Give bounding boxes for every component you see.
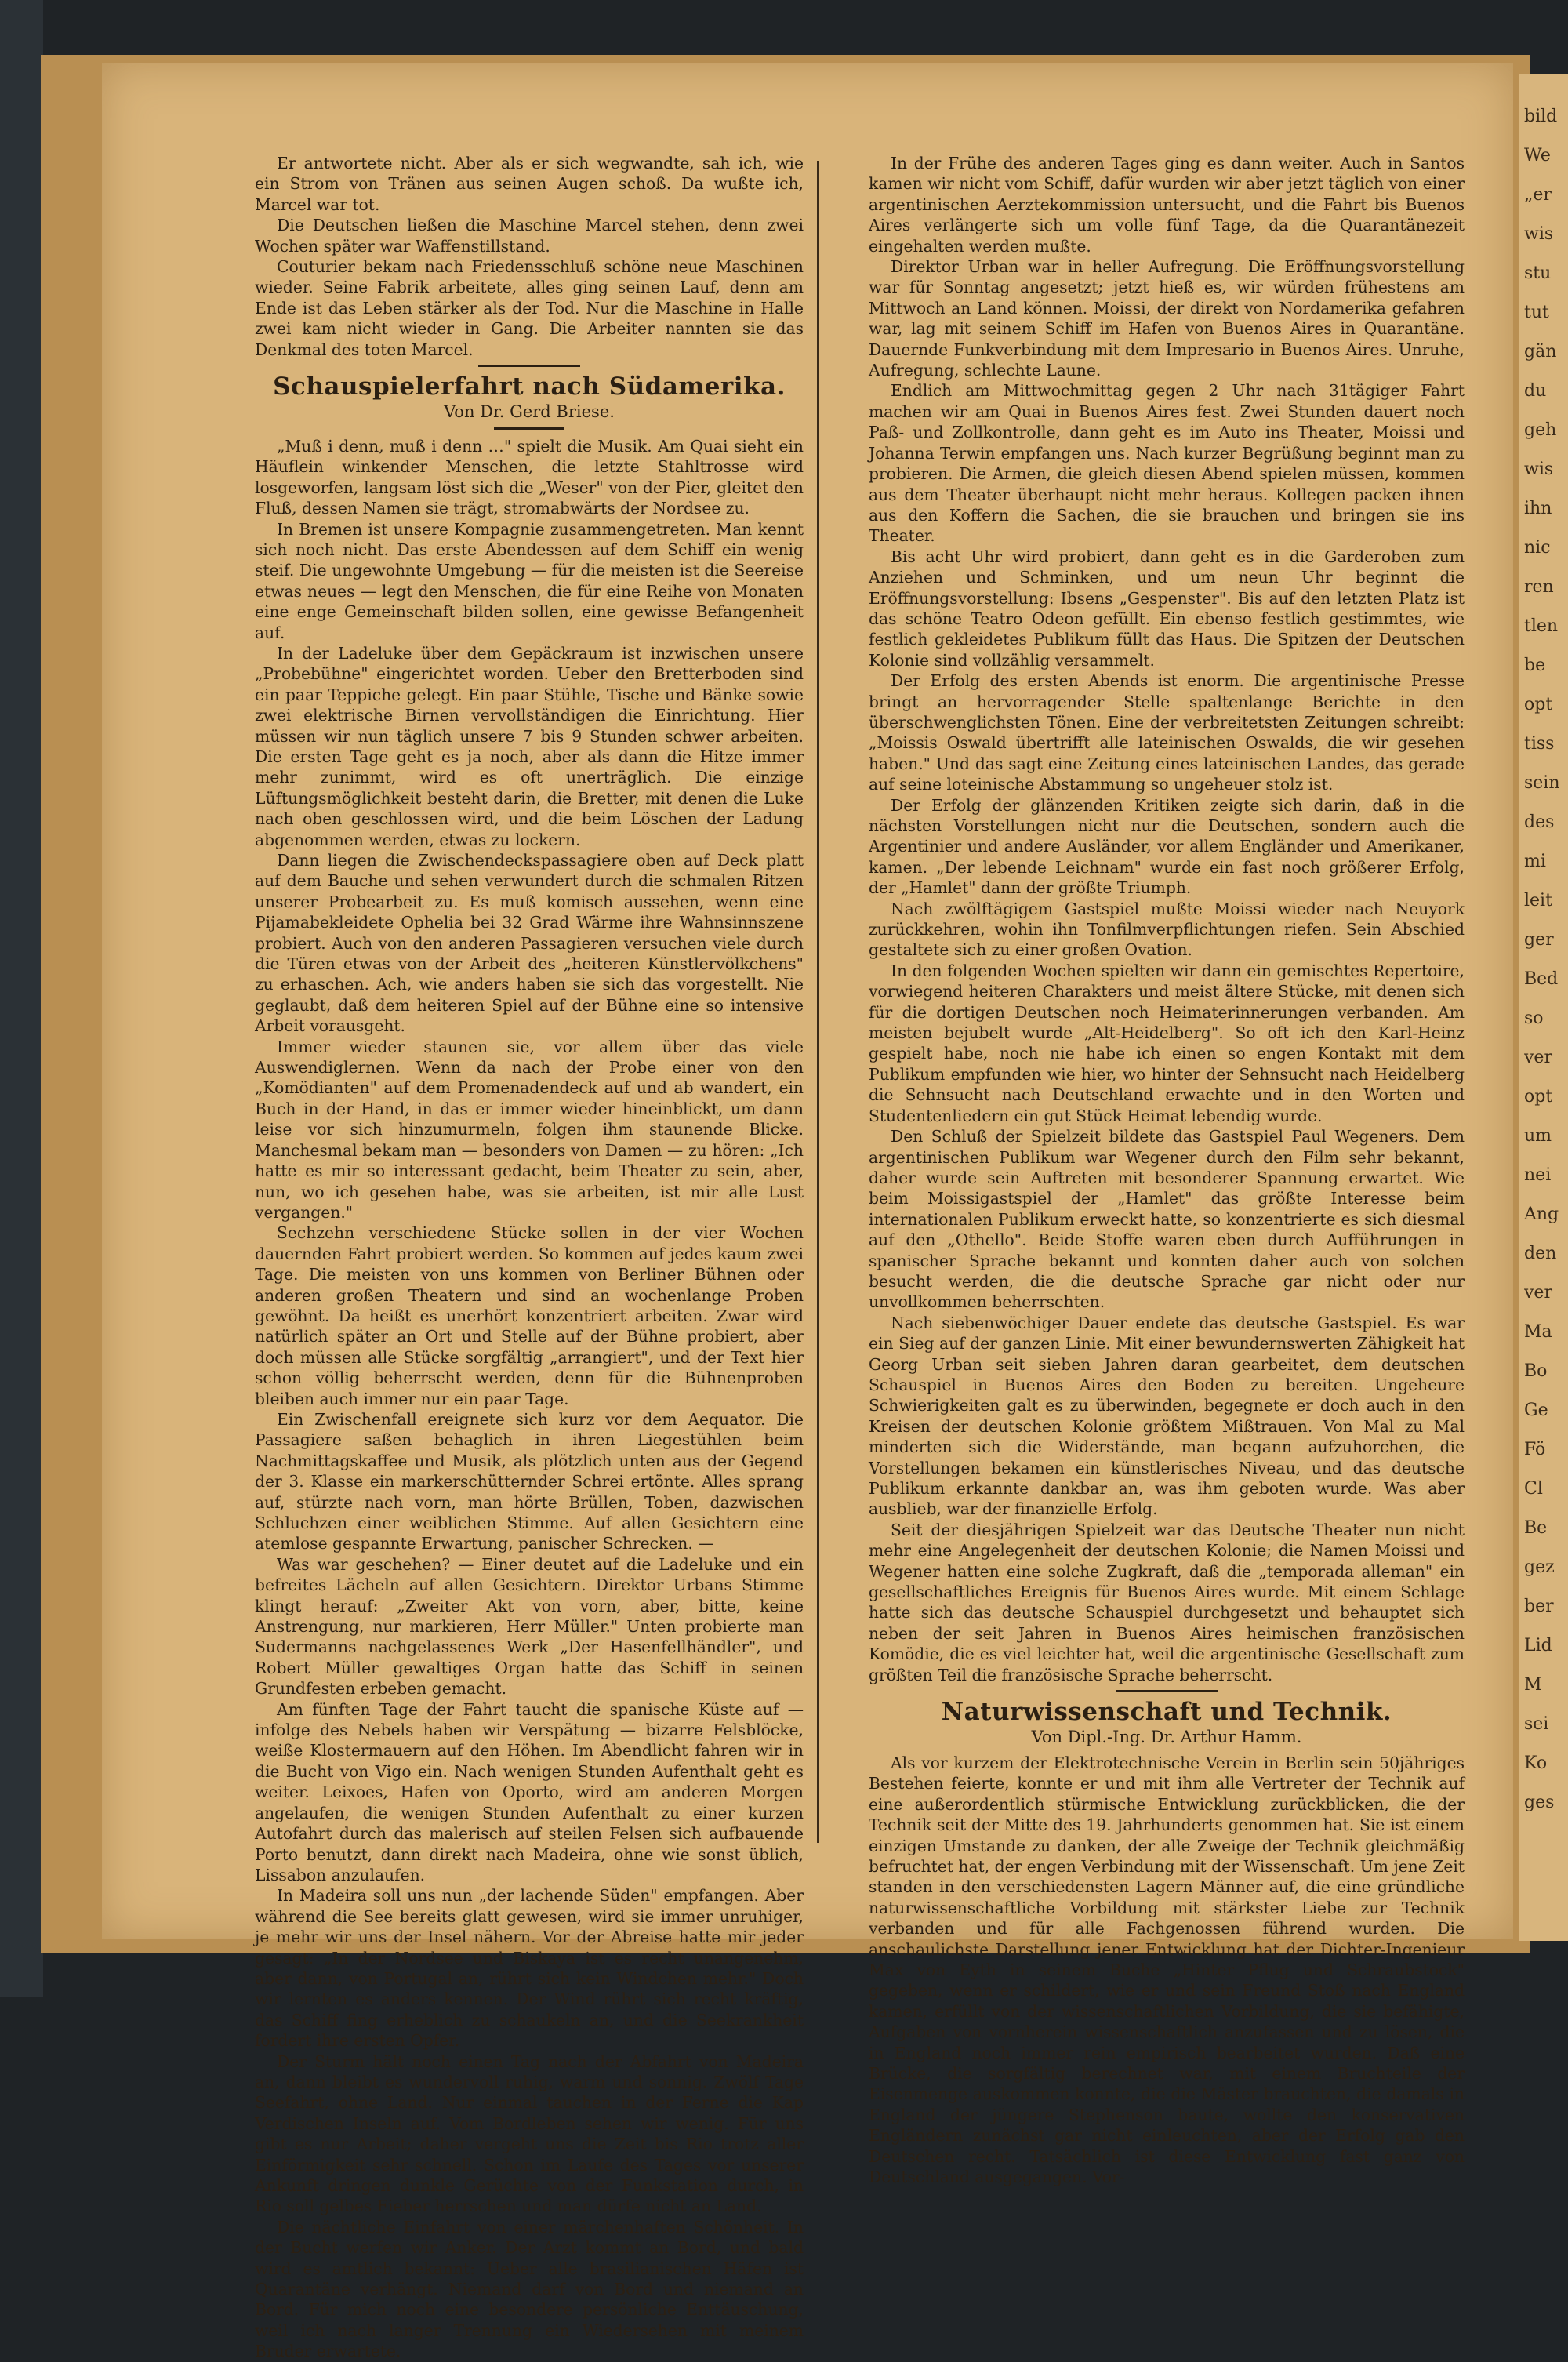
next-page-fragment: ihn: [1524, 499, 1552, 518]
paragraph: Sechzehn verschiedene Stücke sollen in der vier Wochen dauernden Fahrt probiert werden. So kommen auf jedes kaum zwei Tage. Die meisten von uns kommen von Berliner Bühnen oder anderen großen Theatern und sind an wochenlange Proben gewöhnt. Da heißt es unerhört konzentriert arbeiten. Zwar wird natürlich später an Ort und Stelle auf der Bühne probiert, aber doch müssen alle Stücke sorgfältig „arrangiert", und der Text hier schon völlig beherrscht werden, denn für die Bühnenproben bleiben auch immer nur ein paar Tage.: [255, 1223, 804, 1408]
next-page-fragment: so: [1524, 1008, 1544, 1028]
paragraph: Nach siebenwöchiger Dauer endete das deutsche Gastspiel. Es war ein Sieg auf der ganzen Linie. Mit einer bewundernswerten Zähigkeit hat Georg Urban seit sieben Jahren daran gearbeitet, dem deutschen Schauspiel in Buenos Aires den Boden zu bereiten. Ungeheure Schwierigkeiten galt es zu überwinden, begegnete er doch auch in den Kreisen der deutschen Kolonie größtem Mißtrauen. Von Mal zu Mal minderten sich die Widerstände, man begann aufzuhorchen, die Vorstellungen bekamen ein künstlerisches Niveau, und das deutsche Publikum erkannte dankbar an, was ihm geboten wurde. Was aber ausblieb, war der finanzielle Erfolg.: [869, 1313, 1465, 1519]
next-page-fragment: geh: [1524, 420, 1557, 440]
right-column: [869, 153, 1465, 2187]
next-page-fragment: We: [1524, 146, 1551, 165]
article-divider-right: [1116, 1690, 1218, 1692]
next-page-fragment: be: [1524, 656, 1546, 675]
column-rule: [817, 161, 819, 1843]
next-page-fragment: stu: [1524, 263, 1552, 283]
next-page-fragment: um: [1524, 1126, 1552, 1146]
paragraph: Immer wieder staunen sie, vor allem über das viele Auswendiglernen. Wenn da nach der Probe einer von den „Komödianten" auf dem Promenadendeck auf und ab wandert, ein Buch in der Hand, in das er immer wieder hineinblickt, um dann leise vor sich hinzumurmeln, folgen ihm staunende Blicke. Manchesmal bekam man — besonders von Damen — zu hören: „Ich hatte es mir so interessant gedacht, beim Theater zu sein, aber, nun, wo ich gesehen habe, was sie arbeiten, ist mir alle Lust vergangen.": [255, 1037, 804, 1222]
article-title-right: Naturwissenschaft und Technik.: [941, 1698, 1392, 1727]
paragraph: Bis acht Uhr wird probiert, dann geht es in die Garderoben zum Anziehen und Schminken, und um neun Uhr beginnt die Eröffnungsvorstellung: Ibsens „Gespenster". Bis auf den letzten Platz ist das schöne Teatro Odeon gefüllt. Ein ebenso festlich gestimmtes, wie festlich gekleidetes Publikum füllt das Haus. Die Spitzen der Deutschen Kolonie sind vollzählig versammelt.: [869, 547, 1465, 670]
right-paragraphs: [869, 153, 1465, 1685]
paragraph: Die nächtliche Einfahrt von einer märchenhaften Schönheit. In der Bucht werfen wir Anker. Der Arzt kommt an Bord, und bald wird es amtlich bekannt: Ueber alle brasilianischen Häfen ist Quarantäne verhängt. Niemand darf von Bord und niemand an Bord. Für mich noch eine besondere persönliche Enttäuschung, weil ich nach langer Trennung ein Wiedersehen mit meinem Bruder erwartete.: [255, 2217, 804, 2361]
next-page-fragment: bild: [1524, 107, 1558, 126]
paragraph: In den folgenden Wochen spielten wir dann ein gemischtes Repertoire, vorwiegend heiteren Charakters und meist ältere Stücke, mit denen sich für die dortigen Deutschen noch Heimaterinnerungen verbanden. Am meisten bejubelt wurde „Alt-Heidelberg". So oft ich den Karl-Heinz gespielt habe, noch nie habe ich einen so engen Kontakt mit dem Publikum empfunden wie hier, wo hinter der Sehnsucht nach Heidelberg die Sehnsucht nach Deutschland erwachte und in den Worten und Studentenliedern ein gut Stück Heimat lebendig wurde.: [869, 961, 1465, 1125]
next-page-fragment: Be: [1524, 1518, 1548, 1538]
next-page-fragment: wis: [1524, 460, 1554, 479]
paragraph: Ein Zwischenfall ereignete sich kurz vor dem Aequator. Die Passagiere saßen behaglich in ihren Liegestühlen beim Nachmittagskaffee und Musik, als plötzlich unten aus der Gegend der 3. Klasse ein markerschütternder Schrei ertönte. Alles sprang auf, stürzte nach vorn, man hörte Brüllen, Toben, dazwischen Schluchzen einer weiblichen Stimme. Auf allen Gesichtern eine atemlose gespannte Erwartung, panischer Schrecken. —: [255, 1409, 804, 1553]
paragraph: Nach zwölftägigem Gastspiel mußte Moissi wieder nach Neuyork zurückkehren, wohin ihn Tonfilmverpflichtungen riefen. Sein Abschied gestaltete sich zu einer großen Ovation.: [869, 899, 1465, 960]
next-page-fragment: Bo: [1524, 1361, 1548, 1381]
next-page-fragment: Ang: [1524, 1205, 1559, 1224]
next-page-fragment: mi: [1524, 852, 1546, 871]
next-page-fragment: tut: [1524, 303, 1549, 322]
next-page-fragment: den: [1524, 1244, 1557, 1263]
next-page-fragment: sein: [1524, 773, 1560, 793]
left-article-body: [255, 436, 804, 2362]
paragraph: Seit der diesjährigen Spielzeit war das Deutsche Theater nun nicht mehr eine Angelegenheit der deutschen Kolonie; die Namen Moissi und Wegener hatten eine solche Zugkraft, daß die „temporada alleman" ein gesellschaftliches Ereignis für Buenos Aires wurde. Mit einem Schlage hatte sich das deutsche Schauspiel durchgesetzt und behauptet sich neben der seit Jahren in Buenos Aires heimischen französischen Komödie, die es viel leichter hat, weil die argentinische Gesellschaft zum größten Teil die französische Sprache beherrscht.: [869, 1520, 1465, 1684]
next-page-fragment: Ko: [1524, 1753, 1548, 1773]
paragraph: Endlich am Mittwochmittag gegen 2 Uhr nach 31tägiger Fahrt machen wir am Quai in Buenos Aires fest. Zwei Stunden dauert noch Paß- und Zollkontrolle, dann geht es im Auto ins Theater, Moissi und Johanna Terwin empfangen uns. Nach kurzer Begrüßung beginnt man zu probieren. Die Armen, die gleich diesen Abend spielen müssen, kommen aus dem Theater überhaupt nicht mehr heraus. Kollegen packen ihnen aus den Koffern die Sachen, die sie brauchen und bringen sie ins Theater.: [869, 381, 1465, 546]
next-page-fragment: „er: [1524, 185, 1552, 205]
paragraph: In der Frühe des anderen Tages ging es dann weiter. Auch in Santos kamen wir nicht vom Schiff, dafür wurden wir aber jetzt täglich von einer argentinischen Aerztekommission untersucht, und die Fahrt bis Buenos Aires verlängerte sich um volle fünf Tage, da die Quarantänezeit eingehalten werden mußte.: [869, 154, 1465, 256]
paragraph: Couturier bekam nach Friedensschluß schöne neue Maschinen wieder. Seine Fabrik arbeitete, alles ging seinen Lauf, denn am Ende ist das Leben stärker als der Tod. Nur die Maschine in Halle zwei kam nicht wieder in Gang. Die Arbeiter nannten sie das Denkmal des toten Marcel.: [255, 257, 804, 359]
paragraph: Was war geschehen? — Einer deutet auf die Ladeluke und ein befreites Lächeln auf allen Gesichtern. Direktor Urbans Stimme klingt herauf: „Zweiter Akt von vorn, aber, bitte, keine Anstrengung, nur markieren, Herr Müller." Unten probierte man Sudermanns nachgelassenes Werk „Der Hasenfellhändler", und Robert Müller gewaltiges Organ hatte das Schiff in seinen Grundfesten erbeben gemacht.: [255, 1554, 804, 1699]
article-divider: [478, 365, 580, 367]
paragraph: Direktor Urban war in heller Aufregung. Die Eröffnungsvorstellung war für Sonntag angesetzt; jetzt hieß es, wir würden frühestens am Mittwoch an Land können. Moissi, der direkt von Nordamerika gefahren war, lag mit seinem Schiff im Hafen von Buenos Aires in Quarantäne. Dauernde Funkverbindung mit dem Impresario in Buenos Aires. Unruhe, Aufregung, schlechte Laune.: [869, 257, 1465, 380]
paragraph: „Muß i denn, muß i denn …" spielt die Musik. Am Quai sieht ein Häuflein winkender Menschen, die letzte Stahltrosse wird losgeworfen, langsam löst sich die „Weser" von der Pier, gleitet den Fluß, dessen Namen sie trägt, stromabwärts der Nordsee zu.: [255, 436, 804, 518]
next-page-fragment: gez: [1524, 1557, 1555, 1577]
paragraph: Den Schluß der Spielzeit bildete das Gastspiel Paul Wegeners. Dem argentinischen Publikum war Wegener durch den Film sehr bekannt, daher wurde sein Auftreten mit besonderer Spannung erwartet. Wie beim Moissigastspiel der „Hamlet" das größte Interesse beim internationalen Publikum erweckt hatte, so konzentrierte es sich diesmal auf den „Othello". Beide Stoffe waren eben durch Aufführungen in spanischer Sprache bekannt und konnten daher auch von solchen besucht werden, die die deutsche Sprache gar nicht oder nur unvollkommen beherrschten.: [869, 1127, 1465, 1312]
next-page-fragment: gän: [1524, 342, 1557, 362]
paragraph: In der Ladeluke über dem Gepäckraum ist inzwischen unsere „Probebühne" eingerichtet worden. Ueber den Bretterboden sind ein paar Teppiche gelegt. Ein paar Stühle, Tische und Bänke sowie zwei elektrische Birnen vervollständigen die Einrichtung. Hier müssen wir nun täglich unsere 7 bis 9 Stunden schwer arbeiten. Die ersten Tage geht es ja noch, aber als dann die Hitze immer mehr zunimmt, wird es oft unerträglich. Die einzige Lüftungsmöglichkeit besteht darin, die Bretter, mit denen die Luke nach oben geschlossen wird, und die beim Löschen der Ladung abgenommen werden, etwas zu lockern.: [255, 643, 804, 849]
next-page-fragment: M: [1524, 1675, 1542, 1695]
next-page-fragment: leit: [1524, 891, 1552, 910]
paragraph: In Bremen ist unsere Kompagnie zusammengetreten. Man kennt sich noch nicht. Das erste Abendessen auf dem Schiff ein wenig steif. Die ungewohnte Umgebung — für die meisten ist die Seereise etwas neues — legt den Menschen, die für eine Reihe von Monaten eine enge Gemeinschaft bilden sollen, eine gewisse Befangenheit auf.: [255, 519, 804, 642]
book-binding: [0, 0, 43, 1997]
paragraph: Die Deutschen ließen die Maschine Marcel stehen, denn zwei Wochen später war Waffenstillstand.: [255, 216, 804, 256]
next-page-fragment: Ge: [1524, 1401, 1548, 1420]
paragraph: Der Erfolg der glänzenden Kritiken zeigte sich darin, daß in die nächsten Vorstellungen nicht nur die Deutschen, sondern auch die Argentinier und andere Ausländer, vor allem Engländer und Amerikaner, kamen. „Der lebende Leichnam" wurde ein fast noch größerer Erfolg, der „Hamlet" dann der größte Triumph.: [869, 795, 1465, 898]
article-title: Schauspielerfahrt nach Südamerika.: [273, 372, 786, 402]
next-page-fragment: Fö: [1524, 1440, 1546, 1459]
next-page-fragment: ren: [1524, 577, 1554, 597]
left-intro-paragraphs: [255, 153, 804, 360]
next-page-fragment: ges: [1524, 1793, 1555, 1812]
right-article-body: [869, 1753, 1465, 2188]
next-page-fragment: des: [1524, 812, 1555, 832]
next-page-fragment: Bed: [1524, 969, 1559, 989]
next-page-fragment: ger: [1524, 930, 1554, 950]
byline-divider: [494, 427, 564, 430]
article-byline: Von Dr. Gerd Briese.: [444, 402, 615, 422]
next-page-fragment: wis: [1524, 224, 1554, 244]
next-page-fragment: opt: [1524, 695, 1553, 714]
next-page-fragment: ver: [1524, 1048, 1552, 1067]
paragraph: In Madeira soll uns nun „der lachende Süden" empfangen. Aber während die See bereits glatt gewesen, wird sie immer unruhiger, je mehr wir uns der Insel nähern. Vor der Abreise hatte mir jeder gesagt: „In der Nordsee und Biskaya ist es recht unangenehm, aber dann, von Portugal an, rührt sich kein Windchen mehr." Doch wir lernten es anders kennen. Der Wind rührt sich recht kräftig, das Schiff fing erheblich zu schaukeln an, und die Seekrankheit fordert ihre ersten Opfer.: [255, 1886, 804, 2051]
next-page-fragment: tiss: [1524, 734, 1555, 754]
paragraph: Er antwortete nicht. Aber als er sich wegwandte, sah ich, wie ein Strom von Tränen aus seinen Augen schoß. Da wußte ich, Marcel war tot.: [255, 154, 804, 214]
next-page-fragment: Ma: [1524, 1322, 1552, 1342]
next-page-fragment: tlen: [1524, 616, 1559, 636]
paragraph: Der Sturm hält noch einen Tag nach der Abfahrt von Madeira an, dann bleibt es wundervoll ruhig, warm und sonnig. Zwölf Tage Seefahrt, ohne Land. Nur einmal tauchen in der Ferne die Kap Verdischen Inseln auf. Vom Bordleben sehen wir wenig. Für uns gibt es nur Arbeit; daher vergeht uns die Zeit bis Rio trotz aller Einförmigkeit sehr schnell. Schon im Laufe des Tages vor unserer Ankunft dringen dunkle Gerüchte von der Funkstation durch, in Rio soll gelbes Fieber herrschen und man dürfe nicht an Land.: [255, 2051, 804, 2216]
next-page-fragment: nic: [1524, 538, 1551, 558]
left-column: [255, 153, 804, 2362]
next-page-fragment: ver: [1524, 1283, 1552, 1303]
paragraph: Am fünften Tage der Fahrt taucht die spanische Küste auf — infolge des Nebels haben wir Verspätung — bizarre Felsblöcke, weiße Klostermauern auf den Höhen. Im Abendlicht fahren wir in die Bucht von Vigo ein. Nach wenigen Stunden Aufenthalt geht es weiter. Leixoes, Hafen von Oporto, wird am anderen Morgen angelaufen, die wenigen Stunden Aufenthalt zu einer kurzen Autofahrt durch das malerisch auf steilen Felsen sich aufbauende Porto benutzt, dann direkt nach Madeira, ohne wie sonst üblich, Lissabon anzulaufen.: [255, 1699, 804, 1884]
paragraph: Der Erfolg des ersten Abends ist enorm. Die argentinische Presse bringt an hervorragender Stelle spaltenlange Berichte in den überschwenglichsten Tönen. Eine der verbreitetsten Zeitungen schreibt: „Moissis Oswald übertrifft alle lateinischen Oswalds, die wir gesehen haben." Und das sagt eine Zeitung eines lateinischen Landes, das gerade auf seine loteinische Abstammung so ungeheuer stolz ist.: [869, 671, 1465, 794]
next-page-fragment: sei: [1524, 1714, 1549, 1734]
next-page-fragment: Lid: [1524, 1636, 1552, 1655]
next-page-fragment: nei: [1524, 1165, 1552, 1185]
next-page-edge: [1519, 74, 1568, 1941]
next-page-fragment: opt: [1524, 1087, 1553, 1107]
paragraph: Dann liegen die Zwischendeckspassagiere oben auf Deck platt auf dem Bauche und sehen verwundert durch die schmalen Ritzen unserer Probearbeit zu. Es muß komisch aussehen, wenn eine Pijamabekleidete Ophelia bei 32 Grad Wärme ihre Wahnsinnszene probiert. Auch von den anderen Passagieren versuchen viele durch die Türen etwas von der Arbeit des „heiteren Künstlervölkchens" zu erhaschen. Ach, wie anders haben sie sich das vorgestellt. Nie geglaubt, daß dem heiteren Spiel auf der Bühne eine so intensive Arbeit vorausgeht.: [255, 851, 804, 1036]
paragraph: Als vor kurzem der Elektrotechnische Verein in Berlin sein 50jähriges Bestehen feierte, konnte er und mit ihm alle Vertreter der Technik auf eine außerordentlich stürmische Entwicklung zurückblicken, die der Technik seit der Mitte des 19. Jahrhunderts genommen hat. Sie ist einem einzigen Umstande zu danken, der alle Zweige der Technik gleichmäßig befruchtet hat, der engen Verbindung mit der Wissenschaft. Um jene Zeit standen in den verschiedensten Lagern Männer auf, die eine gründliche naturwissenschaftliche Vorbildung mit stärkster Liebe zur Technik verbanden und für alle Fachgenossen führend wurden. Die anschaulichste Darstellung jener Entwicklung hat der Dichter-Ingenieur Max von Eyth in seinem Buche „Hinter Pflug und Schraubstock" gegeben, wenn er schildert, wie er und sein Freund Stoß nach England kamen, erfüllt von der wissenschaftlichen Vorbildung, die sie befähigte, Aufgaben von vornherein wissenschaftlich anzufassen und zu lösen, die in England noch immer rein empirisch bearbeitet wurden. Daß eine Brücke, die sorgfältig berechnet war, mit einem Bruchteile der Eisenmenge auskommen konnte, die die Mäster brauchten, die damals in England der jüngere Stephenson baute, wollte den konservativen Engländern zunächst gar nicht einleuchten, aber der Erfolg gab den Deutschen recht. Tatsächlich ist diese Entwicklung fast ganz von Deutschland ausgegangen. Vor-: [869, 1753, 1465, 2186]
next-page-fragment: du: [1524, 381, 1547, 401]
article-byline-right: Von Dipl.-Ing. Dr. Arthur Hamm.: [1031, 1728, 1302, 1747]
next-page-fragment: ber: [1524, 1597, 1554, 1616]
next-page-fragment: Cl: [1524, 1479, 1543, 1499]
